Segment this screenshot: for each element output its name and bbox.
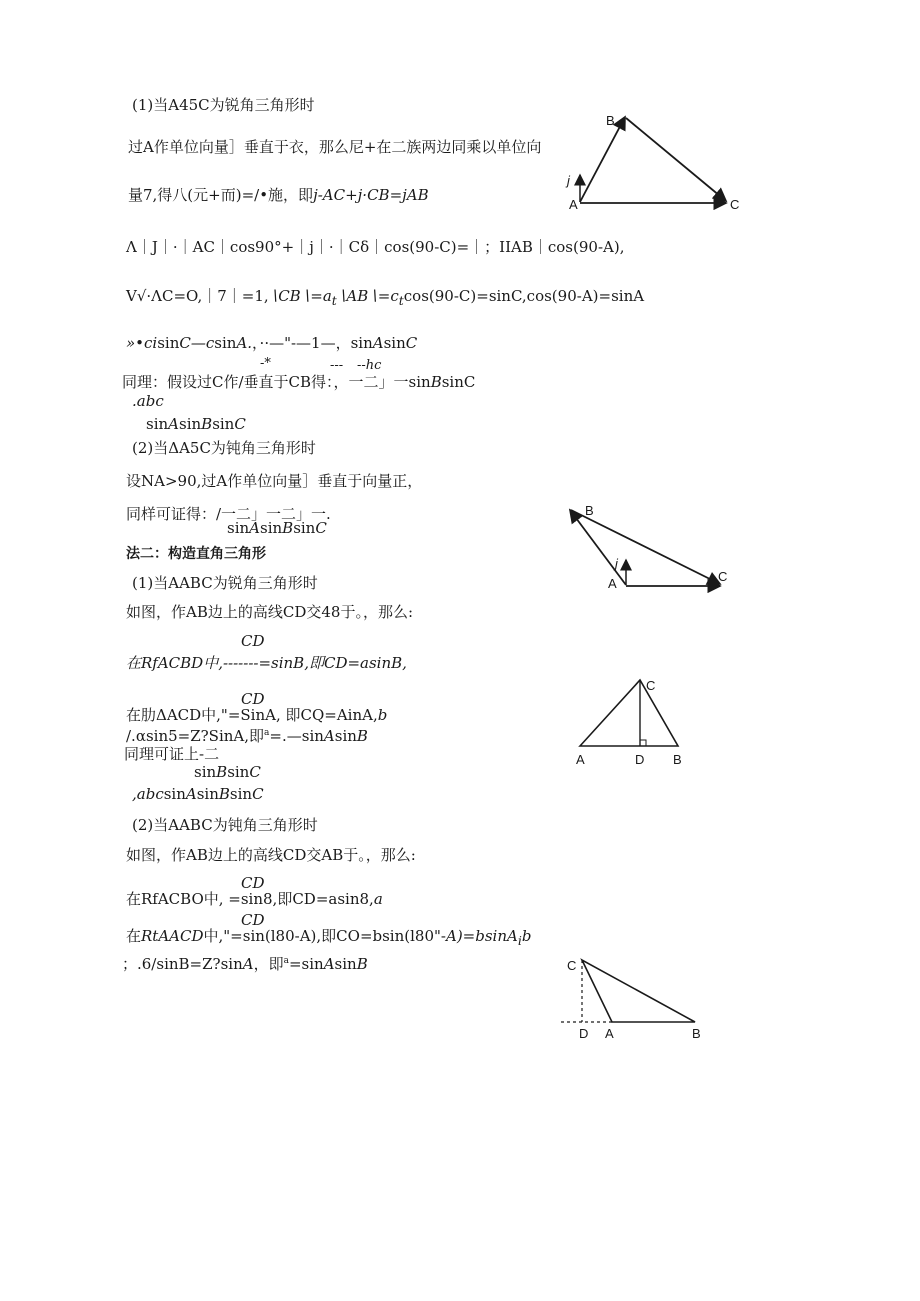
label-D: D <box>579 1026 589 1041</box>
line-23: 同理可证上-二 <box>124 745 220 763</box>
figure-obtuse-vector-triangle <box>560 498 740 593</box>
label-C: C <box>567 958 577 973</box>
line-13: 同样可证得：/一二」一二」一. <box>126 505 331 523</box>
vector-BC <box>571 510 720 584</box>
line-30: CD <box>241 911 265 929</box>
label-B: B <box>692 1026 701 1041</box>
label-j: j <box>567 173 570 188</box>
line-7c: --hc <box>357 358 382 373</box>
line-6: »•cisinC—csinA.，··—"-—1—，sinAsinC <box>126 334 418 352</box>
line-2: 过A作单位向量］垂直于衣，那么尼+在二族两边同乘以单位向 <box>128 138 542 156</box>
line-17: 如图，作AB边上的高线CD交48于。，那么: <box>126 603 414 621</box>
line-20: CD <box>241 690 265 708</box>
figure-acute-altitude-triangle <box>570 672 690 772</box>
line-22: /.αsin5=Z?SinA,即$^a$=.—sinAsinB <box>126 727 368 745</box>
line-31: 在RtAACD中,"=sin(l80-A),即CO=bsin(l80"-A)=bsinA$_i$b <box>126 927 532 948</box>
vector-AB <box>580 117 625 202</box>
line-14: sinAsinBsinC <box>227 519 327 537</box>
line-9: .abc <box>132 392 164 410</box>
line-3: 量7,得八(元+而)=/•施，即j-AC+j·CB=jAB <box>128 186 429 204</box>
line-5: $V√\cdot\Lambda C=O,|7|=1,∖CB∖=a_t∖AB∖=c_t\cos(90-C)=\sin C,\cos(90-A)=\sin A$ <box>126 287 645 308</box>
label-C: C <box>718 569 728 584</box>
line-7a: -* <box>260 356 271 371</box>
figure-acute-vector-triangle <box>560 105 750 220</box>
line-10: sinAsinBsinC <box>146 415 246 433</box>
label-B: B <box>585 503 594 518</box>
line-26: (2)当AABC为钝角三角形时 <box>132 816 318 834</box>
label-B: B <box>606 113 615 128</box>
line-8: 同理：假设过C作/垂直于CB得：，一二」一sinBsinC <box>122 373 476 391</box>
label-A: A <box>569 197 578 212</box>
label-A: A <box>576 752 585 767</box>
triangle-ABC <box>580 680 678 746</box>
label-D: D <box>635 752 645 767</box>
line-18: CD <box>241 632 265 650</box>
section-heading-method-2: 法二：构造直角三角形 <box>126 546 266 562</box>
label-C: C <box>730 197 740 212</box>
line-4: Λ｜J｜·｜AC｜cos90°+｜j｜·｜Cδ｜cos(90-C)=｜；IIAB｜cos(90-A), <box>126 238 625 256</box>
line-25: ,abcsinAsinBsinC <box>132 785 264 803</box>
line-29: 在RfACBO中, =sin8,即CD=asin8,a <box>126 890 383 908</box>
line-11: (2)当ΔA5C为钝角三角形时 <box>132 439 316 457</box>
line-1: (1)当A45C为锐角三角形时 <box>132 96 315 114</box>
line-24: sinBsinC <box>194 763 261 781</box>
line-32: ；.6∕sinB=Z?sinA，即$^a$=sinAsinB <box>122 955 368 973</box>
triangle-ABC <box>582 960 695 1022</box>
vector-BC <box>626 118 726 201</box>
line-21: 在肋ΔACD中,"=SinA, 即CQ=AinA,b <box>126 706 388 724</box>
line-7b: --- <box>330 358 344 373</box>
line-27: 如图，作AB边上的高线CD交AB于。，那么: <box>126 846 416 864</box>
label-B: B <box>673 752 682 767</box>
line-16: (1)当AABC为锐角三角形时 <box>132 574 318 592</box>
vector-AB <box>570 510 626 585</box>
line-28: CD <box>241 874 265 892</box>
label-C: C <box>646 678 656 693</box>
right-angle-mark <box>640 740 646 746</box>
figure-obtuse-altitude-triangle <box>555 948 715 1048</box>
line-12: 设NA>90,过A作单位向量］垂直于向量正， <box>126 472 423 490</box>
label-j: j <box>615 556 618 571</box>
label-A: A <box>608 576 617 591</box>
label-A: A <box>605 1026 614 1041</box>
line-19: 在RfACBD中,-------=sinB,即CD=asinB, <box>126 654 407 672</box>
